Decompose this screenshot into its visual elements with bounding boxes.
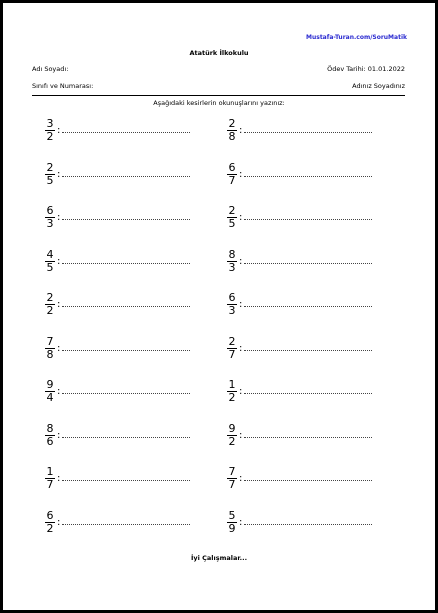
answer-line[interactable] [244, 518, 372, 525]
answer-line[interactable] [62, 300, 190, 307]
colon-separator: : [57, 299, 61, 310]
answer-line[interactable] [62, 126, 190, 133]
fraction-denominator: 2 [46, 304, 54, 317]
answer-line[interactable] [62, 257, 190, 264]
colon-separator: : [239, 386, 243, 397]
fraction-denominator: 9 [228, 521, 236, 535]
fraction-numerator: 4 [46, 247, 54, 261]
colon-separator: : [57, 255, 61, 267]
fraction [45, 466, 55, 491]
fraction-numerator: 2 [46, 160, 54, 174]
fraction [227, 466, 237, 491]
fraction-denominator: 8 [228, 130, 236, 143]
fraction [45, 205, 55, 230]
answer-line[interactable] [244, 170, 372, 177]
fraction-denominator: 2 [46, 521, 54, 535]
answer-line[interactable] [244, 474, 372, 481]
answer-line[interactable] [62, 431, 190, 438]
fraction-numerator: 6 [46, 508, 54, 522]
fraction-denominator: 3 [228, 260, 236, 274]
fraction [227, 423, 237, 448]
fraction-denominator: 5 [46, 173, 54, 187]
fraction-denominator: 2 [228, 391, 236, 404]
header-divider [32, 95, 405, 96]
instruction-text: Aşağıdaki kesirlerin okunuşlarını yazınız: [153, 99, 285, 107]
answer-line[interactable] [244, 126, 372, 133]
fraction-numerator: 2 [46, 291, 54, 304]
fraction-numerator: 7 [46, 334, 54, 348]
answer-line[interactable] [244, 387, 372, 394]
colon-separator: : [57, 212, 61, 223]
fraction-denominator: 3 [46, 217, 54, 230]
fraction [227, 336, 237, 361]
colon-separator: : [239, 342, 243, 354]
fraction-denominator: 5 [46, 260, 54, 274]
colon-separator: : [57, 125, 61, 136]
fraction-numerator: 3 [46, 117, 54, 130]
answer-line[interactable] [244, 300, 372, 307]
fraction-numerator: 9 [46, 378, 54, 391]
colon-separator: : [57, 516, 61, 528]
fraction [227, 510, 237, 535]
fraction [45, 292, 55, 317]
fraction-numerator: 6 [228, 291, 236, 304]
colon-separator: : [239, 516, 243, 528]
colon-separator: : [57, 429, 61, 441]
colon-separator: : [239, 168, 243, 180]
answer-line[interactable] [62, 213, 190, 220]
fraction-denominator: 7 [228, 347, 236, 361]
fraction-denominator: 4 [46, 391, 54, 404]
fraction-denominator: 6 [46, 434, 54, 448]
fraction [45, 379, 55, 404]
score-label: Adınız Soyadınız [352, 82, 405, 90]
fraction-denominator: 7 [228, 478, 236, 491]
answer-line[interactable] [62, 474, 190, 481]
worksheet-page [3, 3, 435, 610]
site-link[interactable]: Mustafa-Turan.com/SoruMatik [306, 34, 407, 41]
colon-separator: : [57, 168, 61, 180]
fraction [45, 336, 55, 361]
colon-separator: : [239, 299, 243, 310]
fraction-numerator: 8 [228, 247, 236, 261]
answer-line[interactable] [62, 344, 190, 351]
fraction [45, 118, 55, 143]
date-label: Ödev Tarihi: 01.01.2022 [327, 65, 405, 73]
colon-separator: : [239, 212, 243, 223]
fraction-denominator: 7 [228, 173, 236, 187]
fraction [227, 292, 237, 317]
answer-line[interactable] [244, 431, 372, 438]
fraction [227, 205, 237, 230]
fraction-numerator: 2 [228, 334, 236, 348]
footer-message: İyi Çalışmalar... [190, 554, 248, 562]
answer-line[interactable] [62, 387, 190, 394]
fraction [227, 379, 237, 404]
answer-line[interactable] [62, 518, 190, 525]
fraction [227, 249, 237, 274]
colon-separator: : [239, 429, 243, 441]
fraction-numerator: 8 [46, 421, 54, 435]
fraction-numerator: 7 [228, 465, 236, 478]
school-name: Atatürk İlkokulu [189, 49, 249, 57]
class-label: Sınıfı ve Numarası: [32, 82, 94, 90]
answer-line[interactable] [244, 344, 372, 351]
fraction-denominator: 2 [46, 130, 54, 143]
answer-line[interactable] [244, 257, 372, 264]
answer-line[interactable] [244, 213, 372, 220]
fraction-denominator: 3 [228, 304, 236, 317]
answer-line[interactable] [62, 170, 190, 177]
colon-separator: : [57, 386, 61, 397]
colon-separator: : [239, 473, 243, 484]
fraction-denominator: 8 [46, 347, 54, 361]
fraction [45, 162, 55, 187]
fraction-numerator: 1 [46, 465, 54, 478]
fraction-numerator: 1 [228, 378, 236, 391]
fraction-numerator: 6 [46, 204, 54, 217]
fraction-numerator: 2 [228, 117, 236, 130]
fraction [45, 510, 55, 535]
colon-separator: : [239, 125, 243, 136]
fraction-numerator: 5 [228, 508, 236, 522]
fraction [227, 118, 237, 143]
fraction-denominator: 5 [228, 217, 236, 230]
colon-separator: : [239, 255, 243, 267]
fraction-numerator: 6 [228, 160, 236, 174]
fraction [45, 423, 55, 448]
fraction [45, 249, 55, 274]
fraction [227, 162, 237, 187]
fraction-denominator: 2 [228, 434, 236, 448]
name-label: Adı Soyadı: [32, 65, 69, 73]
fraction-denominator: 7 [46, 478, 54, 491]
fraction-numerator: 2 [228, 204, 236, 217]
colon-separator: : [57, 473, 61, 484]
colon-separator: : [57, 342, 61, 354]
fraction-numerator: 9 [228, 421, 236, 435]
